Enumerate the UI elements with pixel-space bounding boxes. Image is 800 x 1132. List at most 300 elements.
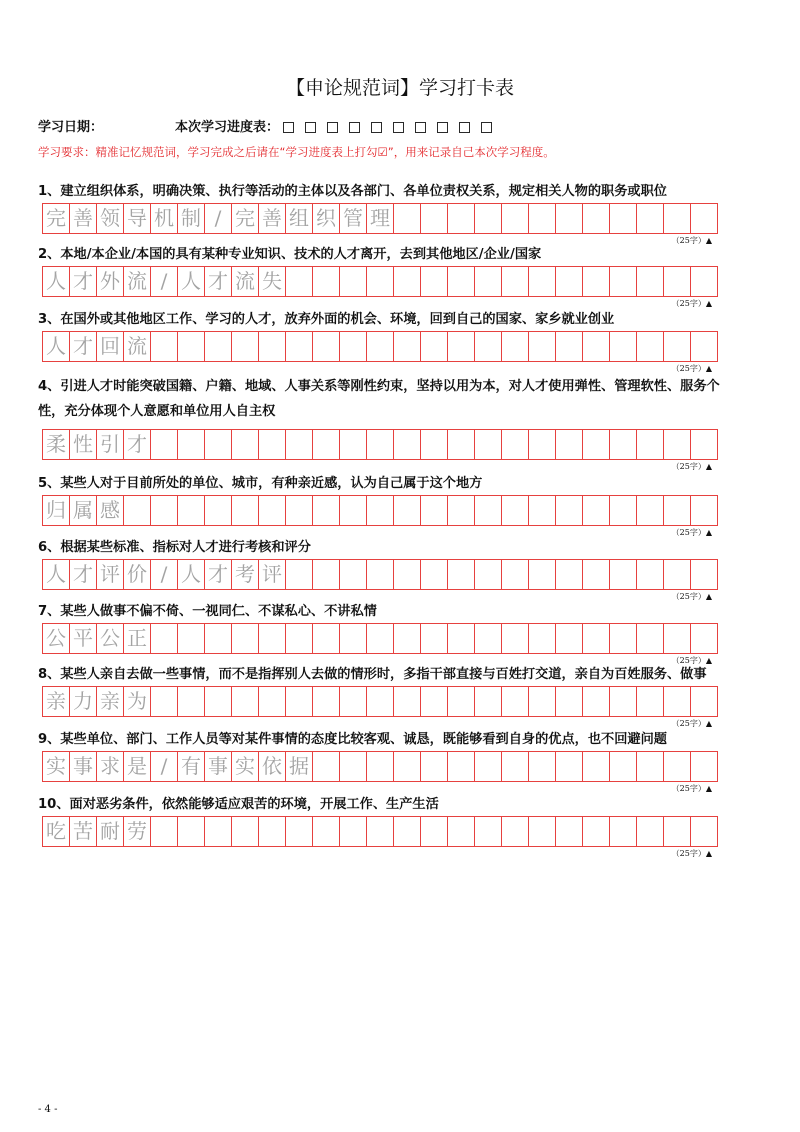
answer-cell[interactable]	[475, 430, 502, 459]
answer-cell[interactable]	[502, 332, 529, 361]
answer-cell[interactable]	[367, 817, 394, 846]
answer-cell[interactable]	[448, 204, 475, 233]
answer-cell[interactable]	[340, 560, 367, 589]
answer-cell[interactable]	[556, 624, 583, 653]
answer-cell[interactable]	[475, 624, 502, 653]
answer-cell[interactable]	[421, 752, 448, 781]
answer-cell[interactable]: 考	[232, 560, 259, 589]
progress-checkbox-group	[283, 122, 503, 133]
answer-cell[interactable]: 求	[97, 752, 124, 781]
answer-cell[interactable]	[529, 332, 556, 361]
answer-cell[interactable]	[529, 687, 556, 716]
answer-cell[interactable]	[502, 752, 529, 781]
answer-cell[interactable]	[421, 204, 448, 233]
answer-cell[interactable]	[421, 560, 448, 589]
answer-cell[interactable]	[448, 687, 475, 716]
answer-cell[interactable]	[583, 817, 610, 846]
answer-cell[interactable]: 依	[259, 752, 286, 781]
question-text: 3、在国外或其他地区工作、学习的人才，放弃外面的机会、环境，回到自己的国家、家乡就业创业	[38, 312, 615, 327]
answer-cell[interactable]	[583, 204, 610, 233]
answer-cell[interactable]	[448, 332, 475, 361]
question-item	[38, 602, 722, 668]
answer-cell[interactable]	[178, 817, 205, 846]
answer-cell[interactable]: 人	[43, 267, 70, 296]
answer-cell[interactable]	[664, 204, 691, 233]
char-count-label: （25字）▲	[671, 236, 712, 245]
char-count-label: （25字）▲	[671, 462, 712, 471]
answer-cell[interactable]	[610, 332, 637, 361]
answer-cell[interactable]	[340, 430, 367, 459]
answer-cell[interactable]: 善	[259, 204, 286, 233]
progress-checkbox[interactable]	[459, 122, 470, 133]
answer-cell[interactable]	[259, 496, 286, 525]
answer-cell[interactable]	[259, 817, 286, 846]
answer-cell[interactable]	[232, 496, 259, 525]
answer-cell[interactable]	[421, 332, 448, 361]
answer-cell[interactable]	[610, 752, 637, 781]
char-count-label: （25字）▲	[671, 849, 712, 858]
answer-cell[interactable]: 才	[205, 560, 232, 589]
answer-grid	[42, 816, 718, 847]
answer-cell[interactable]: 有	[178, 752, 205, 781]
answer-cell[interactable]	[448, 560, 475, 589]
answer-cell[interactable]: 完	[232, 204, 259, 233]
answer-cell[interactable]	[637, 817, 664, 846]
answer-grid	[42, 429, 718, 460]
answer-cell[interactable]	[448, 496, 475, 525]
answer-cell[interactable]	[421, 496, 448, 525]
answer-cell[interactable]: /	[151, 267, 178, 296]
answer-cell[interactable]	[556, 817, 583, 846]
answer-cell[interactable]	[340, 332, 367, 361]
answer-cell[interactable]: 人	[43, 560, 70, 589]
answer-cell[interactable]: 流	[232, 267, 259, 296]
answer-cell[interactable]	[259, 687, 286, 716]
answer-cell[interactable]	[367, 430, 394, 459]
char-count-label: （25字）▲	[671, 656, 712, 665]
answer-cell[interactable]	[610, 687, 637, 716]
answer-cell[interactable]	[637, 267, 664, 296]
page-title: 【申论规范词】学习打卡表	[285, 77, 514, 99]
answer-cell[interactable]	[394, 267, 421, 296]
answer-cell[interactable]	[664, 687, 691, 716]
answer-cell[interactable]	[232, 430, 259, 459]
question-text: 5、某些人对于目前所处的单位、城市，有种亲近感，认为自己属于这个地方	[38, 476, 483, 491]
answer-cell[interactable]	[421, 267, 448, 296]
answer-cell[interactable]	[583, 430, 610, 459]
answer-cell[interactable]	[502, 496, 529, 525]
answer-cell[interactable]	[583, 496, 610, 525]
answer-cell[interactable]	[583, 687, 610, 716]
answer-cell[interactable]	[421, 687, 448, 716]
question-item	[38, 374, 722, 474]
answer-cell[interactable]	[367, 624, 394, 653]
answer-cell[interactable]: 理	[367, 204, 394, 233]
answer-cell[interactable]	[502, 687, 529, 716]
answer-cell[interactable]	[664, 752, 691, 781]
answer-cell[interactable]	[502, 624, 529, 653]
answer-cell[interactable]	[529, 267, 556, 296]
answer-cell[interactable]	[286, 267, 313, 296]
answer-cell[interactable]	[637, 624, 664, 653]
answer-cell[interactable]	[259, 430, 286, 459]
char-count-label: （25字）▲	[671, 784, 712, 793]
answer-cell[interactable]	[367, 687, 394, 716]
answer-cell[interactable]	[502, 430, 529, 459]
answer-cell[interactable]	[421, 624, 448, 653]
answer-cell[interactable]	[178, 332, 205, 361]
progress-checkbox[interactable]	[393, 122, 404, 133]
answer-cell[interactable]	[151, 817, 178, 846]
answer-cell[interactable]: 评	[97, 560, 124, 589]
answer-cell[interactable]: 才	[70, 267, 97, 296]
answer-cell[interactable]	[637, 752, 664, 781]
answer-cell[interactable]: 耐	[97, 817, 124, 846]
answer-cell[interactable]	[556, 430, 583, 459]
answer-cell[interactable]	[610, 817, 637, 846]
answer-cell[interactable]: 公	[97, 624, 124, 653]
answer-cell[interactable]	[340, 267, 367, 296]
answer-cell[interactable]	[664, 267, 691, 296]
answer-cell[interactable]	[151, 687, 178, 716]
answer-cell[interactable]: 善	[70, 204, 97, 233]
answer-cell[interactable]: 亲	[43, 687, 70, 716]
answer-cell[interactable]	[556, 560, 583, 589]
page-number: - 4 -	[38, 1104, 58, 1115]
answer-cell[interactable]: 价	[124, 560, 151, 589]
answer-cell[interactable]	[367, 332, 394, 361]
answer-grid	[42, 686, 718, 717]
answer-cell[interactable]	[637, 204, 664, 233]
answer-cell[interactable]: 属	[70, 496, 97, 525]
answer-cell[interactable]	[367, 496, 394, 525]
char-count-label: （25字）▲	[671, 592, 712, 601]
answer-grid	[42, 751, 718, 782]
progress-checkbox[interactable]	[371, 122, 382, 133]
question-item	[38, 474, 722, 540]
answer-cell[interactable]	[691, 687, 718, 716]
answer-cell[interactable]	[313, 267, 340, 296]
answer-cell[interactable]	[691, 496, 718, 525]
answer-cell[interactable]	[448, 817, 475, 846]
question-text: 9、某些单位、部门、工作人员等对某件事情的态度比较客观、诚恳，既能够看到自身的优点，也不回避问题	[38, 732, 667, 747]
answer-cell[interactable]	[664, 430, 691, 459]
question-item	[38, 245, 722, 311]
answer-cell[interactable]: 导	[124, 204, 151, 233]
answer-cell[interactable]	[475, 687, 502, 716]
answer-cell[interactable]: /	[151, 752, 178, 781]
answer-cell[interactable]	[232, 817, 259, 846]
answer-cell[interactable]	[610, 496, 637, 525]
answer-cell[interactable]	[475, 204, 502, 233]
answer-cell[interactable]	[583, 560, 610, 589]
progress-checkbox[interactable]	[437, 122, 448, 133]
answer-cell[interactable]	[340, 624, 367, 653]
answer-cell[interactable]	[556, 496, 583, 525]
answer-cell[interactable]	[178, 430, 205, 459]
answer-cell[interactable]	[313, 687, 340, 716]
answer-cell[interactable]	[448, 430, 475, 459]
answer-cell[interactable]	[313, 624, 340, 653]
answer-cell[interactable]	[637, 332, 664, 361]
answer-cell[interactable]	[610, 560, 637, 589]
answer-cell[interactable]	[691, 817, 718, 846]
answer-grid	[42, 331, 718, 362]
answer-cell[interactable]	[394, 560, 421, 589]
answer-cell[interactable]: 柔	[43, 430, 70, 459]
answer-cell[interactable]	[394, 332, 421, 361]
answer-cell[interactable]	[583, 332, 610, 361]
question-item	[38, 538, 722, 604]
answer-cell[interactable]	[637, 430, 664, 459]
answer-cell[interactable]: 完	[43, 204, 70, 233]
answer-cell[interactable]	[340, 687, 367, 716]
answer-cell[interactable]	[124, 496, 151, 525]
answer-cell[interactable]: 人	[43, 332, 70, 361]
answer-cell[interactable]	[448, 624, 475, 653]
answer-cell[interactable]	[475, 267, 502, 296]
answer-cell[interactable]	[286, 817, 313, 846]
answer-cell[interactable]	[151, 430, 178, 459]
answer-cell[interactable]: 才	[124, 430, 151, 459]
char-count-label: （25字）▲	[671, 719, 712, 728]
answer-cell[interactable]: 回	[97, 332, 124, 361]
answer-cell[interactable]	[529, 817, 556, 846]
answer-cell[interactable]	[394, 687, 421, 716]
answer-cell[interactable]: 公	[43, 624, 70, 653]
question-text: 1、建立组织体系，明确决策、执行等活动的主体以及各部门、各单位责权关系，规定相关人物的职务或职位	[38, 184, 667, 199]
answer-cell[interactable]	[313, 332, 340, 361]
answer-cell[interactable]	[178, 687, 205, 716]
answer-cell[interactable]	[340, 817, 367, 846]
answer-cell[interactable]	[637, 687, 664, 716]
answer-cell[interactable]	[664, 560, 691, 589]
char-count-label: （25字）▲	[671, 299, 712, 308]
answer-cell[interactable]: 引	[97, 430, 124, 459]
answer-grid	[42, 559, 718, 590]
answer-cell[interactable]: 为	[124, 687, 151, 716]
answer-cell[interactable]: /	[151, 560, 178, 589]
answer-cell[interactable]	[394, 204, 421, 233]
answer-cell[interactable]	[610, 267, 637, 296]
answer-cell[interactable]: 人	[178, 267, 205, 296]
answer-cell[interactable]	[583, 752, 610, 781]
progress-checkbox[interactable]	[349, 122, 360, 133]
answer-cell[interactable]: 事	[205, 752, 232, 781]
answer-cell[interactable]	[151, 332, 178, 361]
answer-cell[interactable]	[502, 560, 529, 589]
answer-cell[interactable]	[475, 332, 502, 361]
answer-cell[interactable]	[205, 496, 232, 525]
answer-cell[interactable]	[286, 687, 313, 716]
answer-grid	[42, 203, 718, 234]
answer-cell[interactable]	[205, 430, 232, 459]
answer-cell[interactable]: 据	[286, 752, 313, 781]
answer-cell[interactable]	[610, 624, 637, 653]
question-text: 10、面对恶劣条件，依然能够适应艰苦的环境，开展工作、生产生活	[38, 797, 439, 812]
answer-cell[interactable]: 流	[124, 267, 151, 296]
answer-cell[interactable]	[691, 560, 718, 589]
answer-cell[interactable]	[340, 496, 367, 525]
char-count-label: （25字）▲	[671, 528, 712, 537]
answer-cell[interactable]: 外	[97, 267, 124, 296]
answer-cell[interactable]	[205, 624, 232, 653]
answer-cell[interactable]	[664, 817, 691, 846]
answer-cell[interactable]	[448, 752, 475, 781]
answer-cell[interactable]	[313, 430, 340, 459]
question-item	[38, 730, 722, 796]
answer-cell[interactable]: 实	[43, 752, 70, 781]
answer-cell[interactable]: 归	[43, 496, 70, 525]
answer-cell[interactable]	[232, 624, 259, 653]
answer-cell[interactable]	[583, 624, 610, 653]
answer-cell[interactable]	[286, 624, 313, 653]
answer-cell[interactable]: 评	[259, 560, 286, 589]
progress-checkbox[interactable]	[415, 122, 426, 133]
answer-cell[interactable]: 正	[124, 624, 151, 653]
answer-cell[interactable]	[691, 332, 718, 361]
answer-cell[interactable]	[313, 817, 340, 846]
answer-cell[interactable]: 是	[124, 752, 151, 781]
answer-cell[interactable]	[286, 560, 313, 589]
answer-cell[interactable]	[232, 332, 259, 361]
answer-cell[interactable]: 实	[232, 752, 259, 781]
progress-checkbox[interactable]	[305, 122, 316, 133]
answer-cell[interactable]	[556, 332, 583, 361]
answer-cell[interactable]	[610, 204, 637, 233]
question-text: 4、引进人才时能突破国籍、户籍、地域、人事关系等刚性约束，坚持以用为本，对人才使用弹性、管理软性、服务个性，充分体现个人意愿和单位用人自主权	[38, 379, 720, 419]
answer-cell[interactable]	[394, 752, 421, 781]
answer-cell[interactable]	[151, 624, 178, 653]
question-item	[38, 795, 722, 861]
answer-cell[interactable]	[691, 430, 718, 459]
answer-cell[interactable]	[664, 624, 691, 653]
answer-cell[interactable]	[556, 687, 583, 716]
answer-cell[interactable]: 流	[124, 332, 151, 361]
answer-cell[interactable]	[421, 817, 448, 846]
answer-cell[interactable]	[313, 752, 340, 781]
answer-cell[interactable]	[394, 496, 421, 525]
answer-cell[interactable]	[259, 332, 286, 361]
answer-cell[interactable]: 制	[178, 204, 205, 233]
answer-cell[interactable]	[286, 332, 313, 361]
answer-cell[interactable]	[691, 624, 718, 653]
answer-cell[interactable]: 织	[313, 204, 340, 233]
answer-cell[interactable]	[529, 560, 556, 589]
answer-cell[interactable]	[637, 560, 664, 589]
header-row	[38, 119, 738, 137]
answer-cell[interactable]: 事	[70, 752, 97, 781]
answer-cell[interactable]: 人	[178, 560, 205, 589]
progress-checkbox[interactable]	[327, 122, 338, 133]
question-item	[38, 665, 722, 731]
answer-cell[interactable]	[556, 267, 583, 296]
answer-cell[interactable]	[205, 332, 232, 361]
answer-cell[interactable]	[394, 624, 421, 653]
answer-cell[interactable]	[610, 430, 637, 459]
answer-cell[interactable]	[502, 817, 529, 846]
answer-cell[interactable]: 亲	[97, 687, 124, 716]
answer-cell[interactable]	[394, 817, 421, 846]
answer-cell[interactable]: 感	[97, 496, 124, 525]
answer-cell[interactable]	[691, 752, 718, 781]
answer-cell[interactable]: 机	[151, 204, 178, 233]
answer-cell[interactable]	[529, 204, 556, 233]
answer-grid	[42, 495, 718, 526]
progress-checkbox[interactable]	[481, 122, 492, 133]
answer-cell[interactable]	[475, 496, 502, 525]
answer-cell[interactable]	[556, 204, 583, 233]
answer-cell[interactable]	[178, 624, 205, 653]
answer-cell[interactable]	[367, 752, 394, 781]
answer-cell[interactable]	[529, 752, 556, 781]
answer-cell[interactable]	[691, 267, 718, 296]
answer-cell[interactable]	[529, 430, 556, 459]
answer-cell[interactable]: 力	[70, 687, 97, 716]
question-item	[38, 182, 722, 248]
answer-cell[interactable]	[637, 496, 664, 525]
answer-cell[interactable]	[313, 560, 340, 589]
answer-cell[interactable]	[583, 267, 610, 296]
answer-cell[interactable]	[664, 496, 691, 525]
answer-cell[interactable]	[205, 817, 232, 846]
answer-cell[interactable]	[151, 496, 178, 525]
answer-cell[interactable]	[691, 204, 718, 233]
progress-checkbox[interactable]	[283, 122, 294, 133]
answer-cell[interactable]: 性	[70, 430, 97, 459]
answer-cell[interactable]	[232, 687, 259, 716]
answer-cell[interactable]	[259, 624, 286, 653]
answer-cell[interactable]: 苦	[70, 817, 97, 846]
answer-cell[interactable]	[448, 267, 475, 296]
answer-cell[interactable]	[529, 624, 556, 653]
answer-cell[interactable]	[529, 496, 556, 525]
answer-cell[interactable]	[313, 496, 340, 525]
answer-cell[interactable]	[475, 560, 502, 589]
answer-cell[interactable]: /	[205, 204, 232, 233]
answer-grid	[42, 623, 718, 654]
answer-cell[interactable]: 才	[70, 560, 97, 589]
answer-cell[interactable]: 劳	[124, 817, 151, 846]
answer-cell[interactable]: 吃	[43, 817, 70, 846]
answer-cell[interactable]: 才	[70, 332, 97, 361]
answer-cell[interactable]	[502, 267, 529, 296]
answer-cell[interactable]	[367, 267, 394, 296]
answer-cell[interactable]	[205, 687, 232, 716]
answer-cell[interactable]	[286, 430, 313, 459]
answer-cell[interactable]	[664, 332, 691, 361]
answer-cell[interactable]: 领	[97, 204, 124, 233]
answer-cell[interactable]	[556, 752, 583, 781]
answer-cell[interactable]: 失	[259, 267, 286, 296]
question-text: 8、某些人亲自去做一些事情，而不是指挥别人去做的情形时，多指干部直接与百姓打交道，亲自为百姓服务、做事	[38, 667, 707, 682]
answer-cell[interactable]: 组	[286, 204, 313, 233]
answer-cell[interactable]	[286, 496, 313, 525]
question-text: 6、根据某些标准、指标对人才进行考核和评分	[38, 540, 311, 555]
answer-cell[interactable]	[475, 752, 502, 781]
question-item	[38, 310, 722, 376]
answer-cell[interactable]: 才	[205, 267, 232, 296]
answer-cell[interactable]: 平	[70, 624, 97, 653]
answer-cell[interactable]	[421, 430, 448, 459]
answer-cell[interactable]	[178, 496, 205, 525]
answer-cell[interactable]	[367, 560, 394, 589]
answer-cell[interactable]	[394, 430, 421, 459]
answer-cell[interactable]	[340, 752, 367, 781]
answer-cell[interactable]: 管	[340, 204, 367, 233]
answer-cell[interactable]	[475, 817, 502, 846]
answer-cell[interactable]	[502, 204, 529, 233]
